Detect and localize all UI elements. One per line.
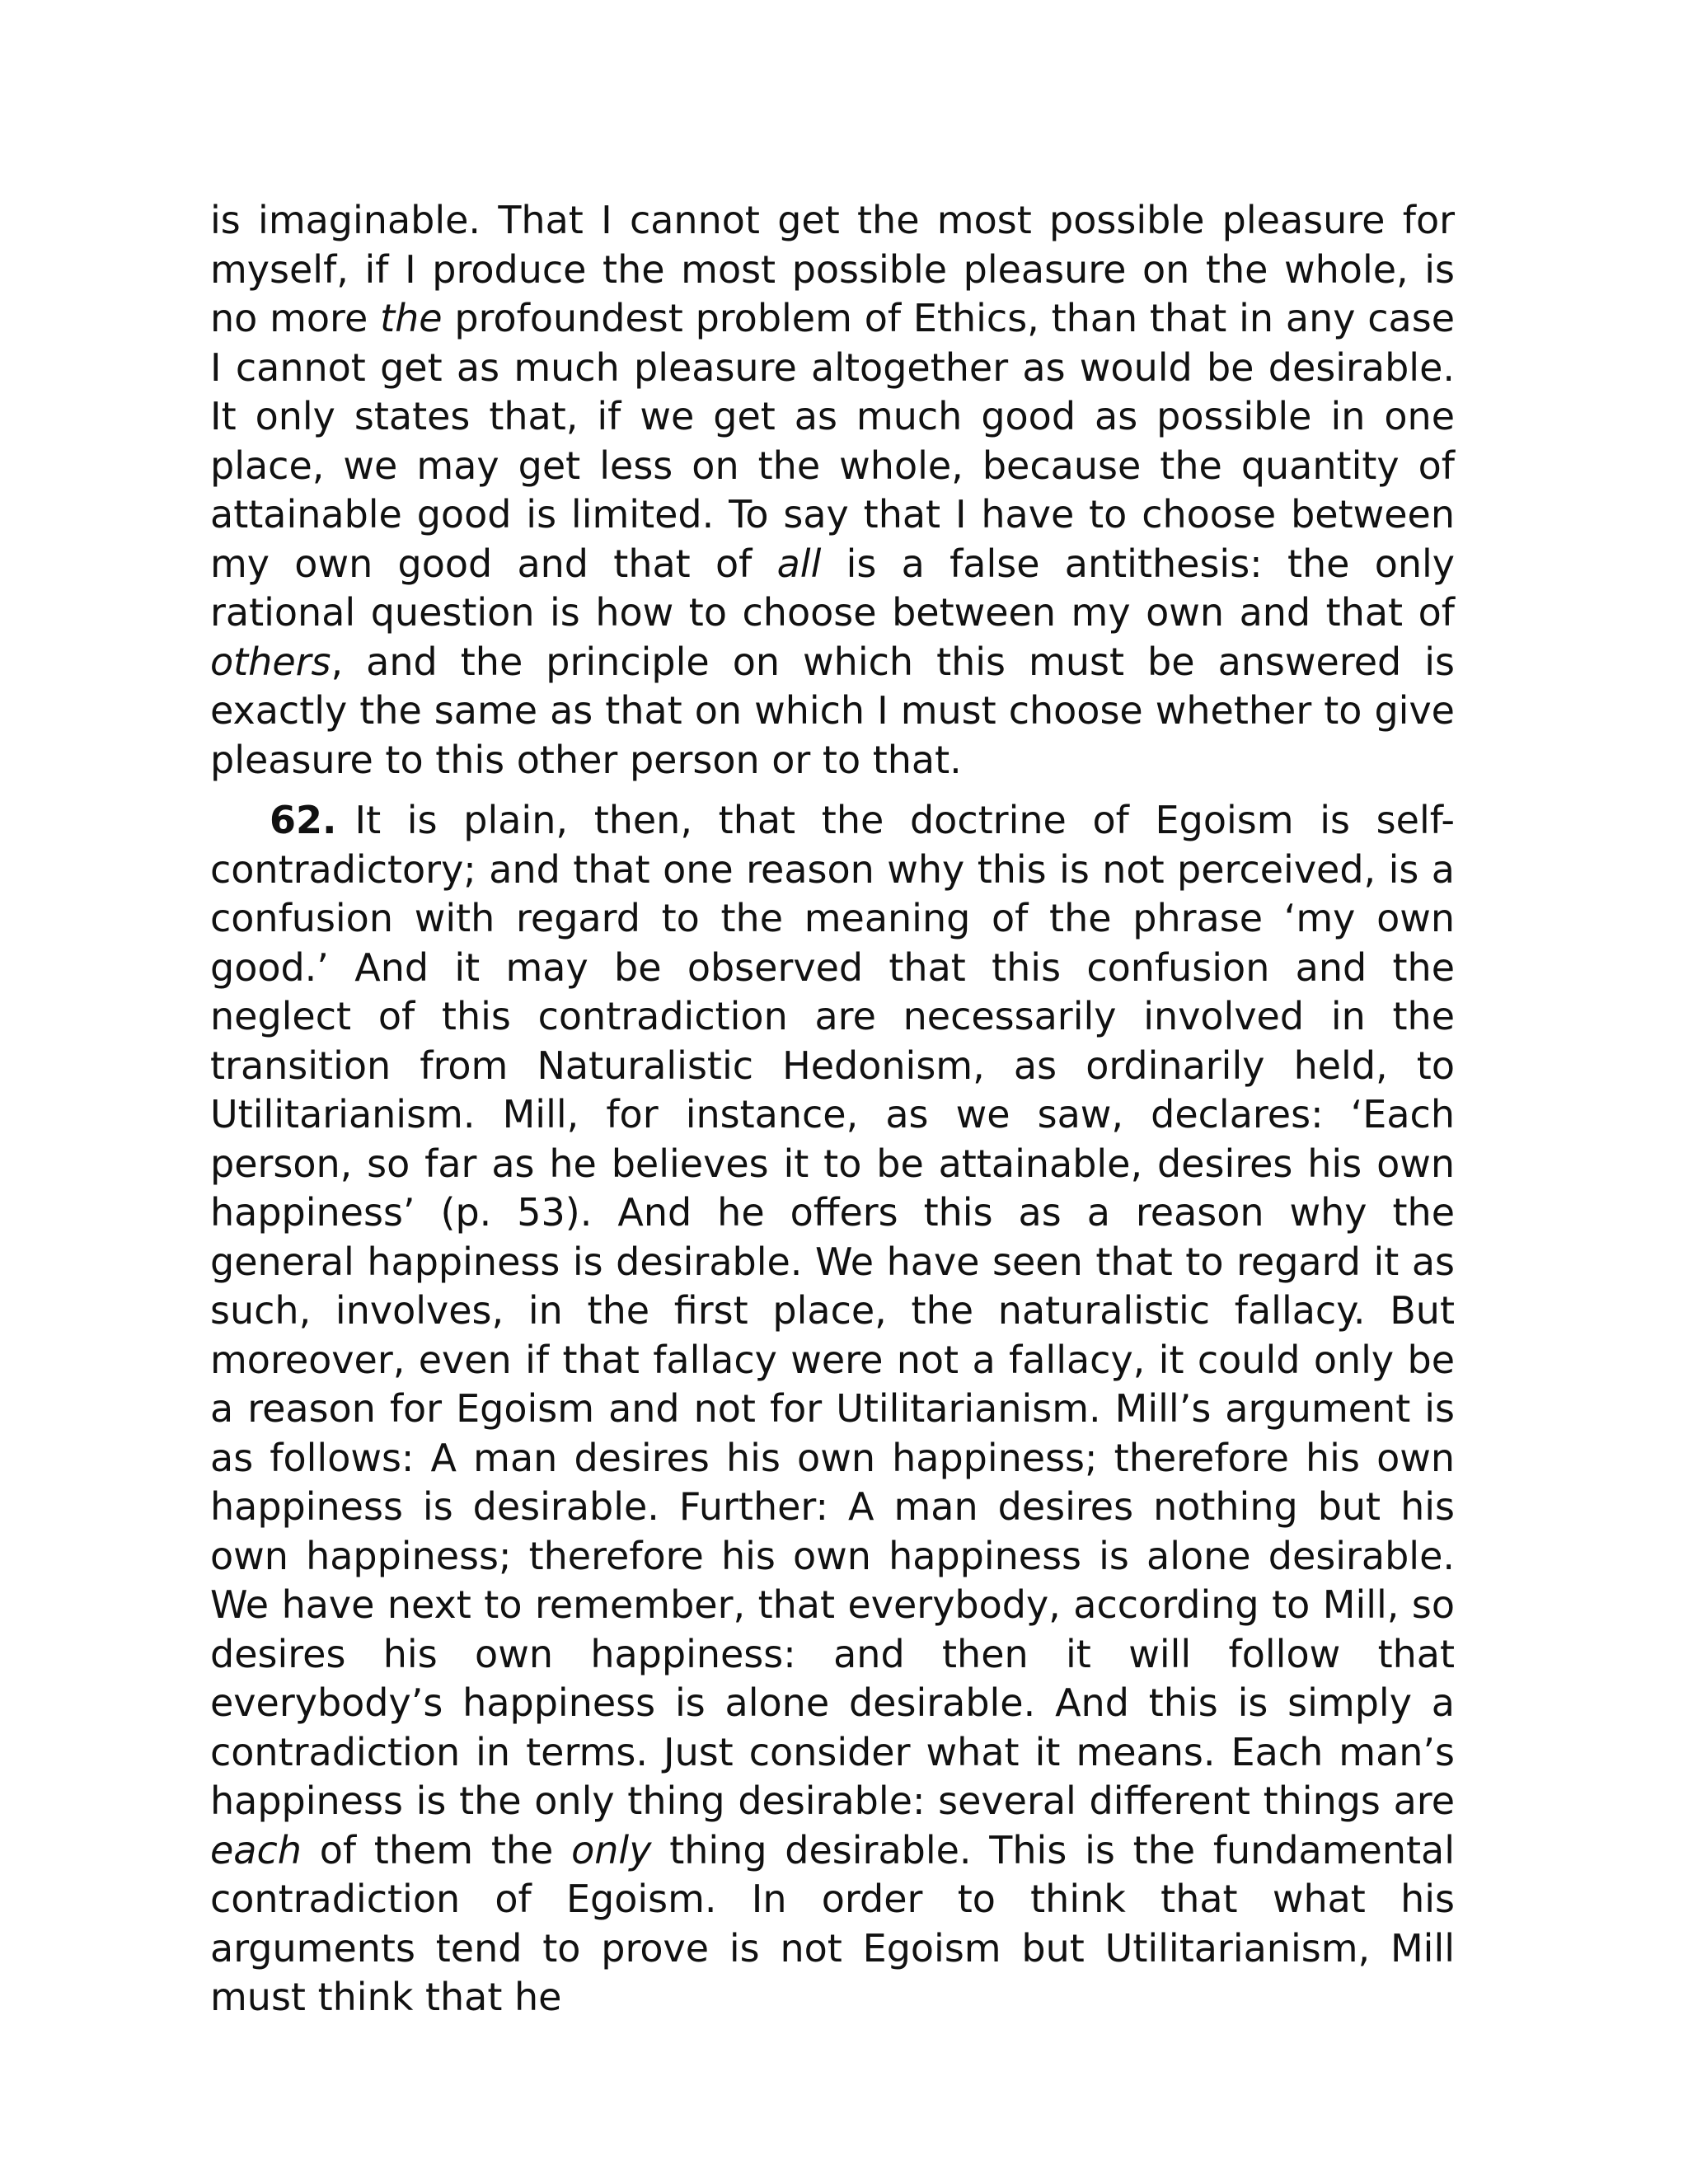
text-segment: It is plain, then, that the doctrine of Egoism is self-contradictory; and that one reason why this is not perceived, is a confusion with regard to the meaning of the phrase ‘my own good.’ And it may be observed that this confusion and the neglect of this contradiction are necessarily involved in the transition from Naturalistic Hedonism, as ordinarily held, to Utilitarianism. Mill, for instance, as we saw, declares: ‘Each person, so far as he believes it to be attainable, desires his own happiness’ (p. 53). And he offers this as a reason why the general happiness is desirable. We have seen that to regard it as such, involves, in the first place, the naturalistic fallacy. But moreover, even if that fallacy were not a fallacy, it could only be a reason for Egoism and not for Utilitarianism. Mill’s argument is as follows: A man desires his own happiness; therefore his own happiness is desirable. Further: A man desires nothing but his own happiness; therefore his own happiness is alone desirable. We have next to remember, that everybody, according to Mill, so desires his own happiness: and then it will follow that everybody’s happiness is alone desirable. And this is simply a contradiction in terms. Just consider what it means. Each man’s happiness is the only thing desirable: several different things are: [210, 798, 1455, 1823]
text-segment: is imaginable. That I cannot get the most possible pleasure for myself, if I produce the most possible pleasure on the whole, is no more: [210, 198, 1455, 340]
text-segment: profoundest problem of Ethics, than that in any case I cannot get as much pleasure altogether as would be desirable. It only states that, if we get as much good as possible in one place, we may get less on the whole, because the quantity of attainable good is limited. To say that I have to choose between my own good and that of: [210, 296, 1455, 586]
paragraph-number: 62.: [270, 798, 337, 842]
text-segment: thing desirable. This is the fundamental contradiction of Egoism. In order to think that what his arguments tend to prove is not Egoism but Utilitarianism, Mill must think that he: [210, 1827, 1455, 2019]
italic-segment: all: [776, 541, 822, 586]
italic-segment: others: [210, 639, 331, 684]
text-segment: , and the principle on which this must be answered is exactly the same as that on which I must choose whether to give pleasure to this other person or to that.: [210, 639, 1455, 782]
italic-segment: the: [380, 296, 443, 340]
italic-segment: only: [571, 1827, 652, 1872]
text-segment: is a false antithesis: the only rational question is how to choose between my own and that of: [210, 541, 1456, 635]
page-body: [210, 196, 1455, 2022]
paragraph-62: [210, 796, 1455, 2022]
paragraph-continuation: [210, 196, 1455, 785]
text-segment: of them the: [301, 1827, 572, 1872]
italic-segment: each: [210, 1827, 302, 1872]
